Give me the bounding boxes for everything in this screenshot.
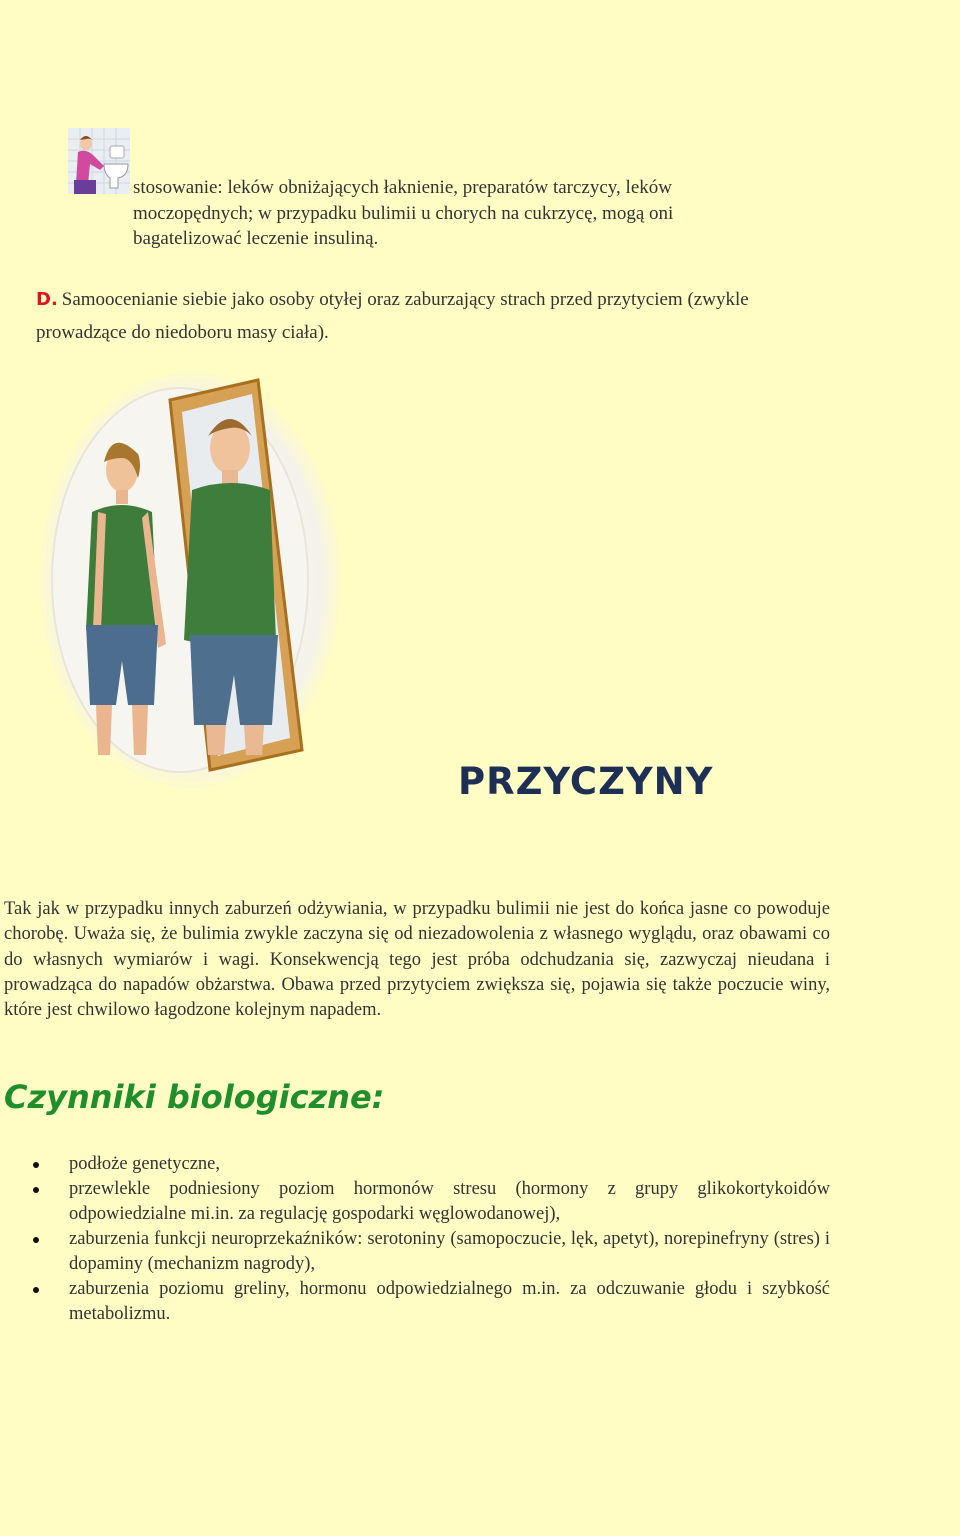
list-item: przewlekle podniesiony poziom hormonów stresu (hormony z grupy glikokortykoidów odpowiedzialne mi.in. za regulację gospodarki węglowodanowej), [30,1177,830,1227]
point-d-letter: D. [36,289,58,310]
list-item: zaburzenia poziomu greliny, hormonu odpowiedzialnego m.in. za odczuwanie głodu i szybkość metabolizmu. [30,1277,830,1327]
mirror-illustration [40,370,340,790]
list-item: zaburzenia funkcji neuroprzekaźników: serotoniny (samopoczucie, lęk, apetyt), norepinefryny (stres) i dopaminy (mechanizm nagrody), [30,1227,830,1277]
causes-paragraph: Tak jak w przypadku innych zaburzeń odżywiania, w przypadku bulimii nie jest do końca jasne co powoduje chorobę. Uważa się, że bulimia zwykle zaczyna się od niezadowolenia z własnego wyglądu, oraz obawami co do własnych wymiarów i wagi. Konsekwencją tego jest próba odchudzania się, zazwyczaj nieudana i prowadząca do napadów obżarstwa. Obawa przed przytyciem zwiększa się, pojawia się także poczucie winy, które jest chwilowo łagodzone kolejnym napadem. [4,899,830,1021]
point-d-paragraph [36,283,836,349]
causes-heading: PRZYCZYNY [458,760,714,803]
biological-factors-heading: Czynniki biologiczne: [4,1078,385,1116]
point-d-text: Samoocenianie siebie jako osoby otyłej oraz zaburzający strach przed przytyciem (zwykle prowadzące do niedoboru masy ciała). [36,289,749,343]
intro-paragraph: stosowanie: leków obniżających łaknienie, preparatów tarczycy, leków moczopędnych; w przypadku bulimii u chorych na cukrzycę, mogą oni bagatelizować leczenie insuliną. [133,177,674,249]
list-item: podłoże genetyczne, [30,1152,830,1177]
biological-factors-list [30,1152,830,1327]
bathroom-clipart-icon [68,128,130,194]
